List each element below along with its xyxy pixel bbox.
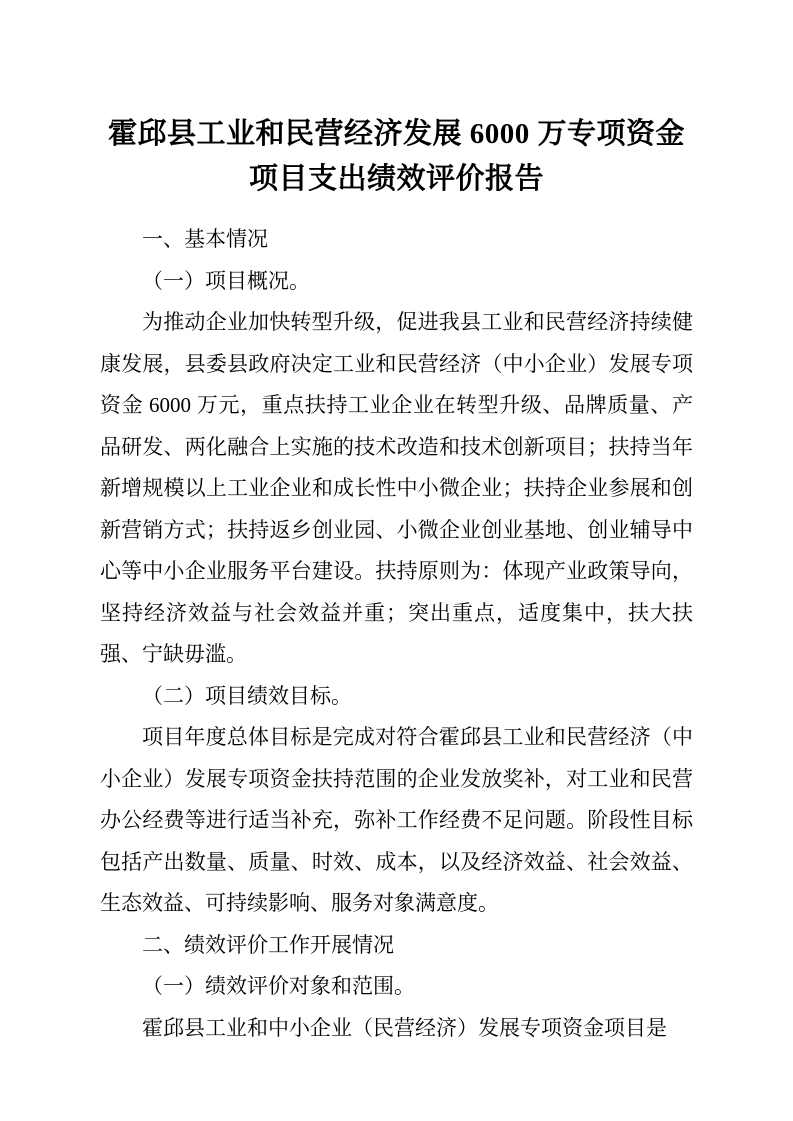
document-body (100, 219, 693, 1049)
document-title-line-1: 霍邱县工业和民营经济发展 6000 万专项资金 (107, 118, 685, 150)
subsection-heading-1-2: （二）项目绩效目标。 (142, 683, 352, 708)
subsection-heading-1-1: （一）项目概况。 (142, 268, 310, 293)
document-title-line-2: 项目支出绩效评价报告 (248, 163, 544, 195)
section-heading-2: 二、绩效评价工作开展情况 (142, 932, 394, 957)
paragraph-performance-goals: 项目年度总体目标是完成对符合霍邱县工业和民营经济（中小企业）发展专项资金扶持范围的企业发放奖补，对工业和民营办公经费等进行适当补充，弥补工作经费不足问题。阶段性目标包括产出数量、质量、时效、成本，以及经济效益、社会效益、生态效益、可持续影响、服务对象满意度。 (100, 725, 693, 915)
document-title (100, 112, 693, 202)
subsection-heading-2-1: （一）绩效评价对象和范围。 (142, 974, 415, 998)
section-heading-1: 一、基本情况 (142, 227, 268, 251)
paragraph-evaluation-scope: 霍邱县工业和中小企业（民营经济）发展专项资金项目是 (142, 1015, 667, 1040)
paragraph-project-overview: 为推动企业加快转型升级，促进我县工业和民营经济持续健康发展，县委县政府决定工业和民营经济（中小企业）发展专项资金 6000 万元，重点扶持工业企业在转型升级、品牌质量、产品研发、两化融合上实施的技术改造和技术创新项目；扶持当年新增规模以上工业企业和成长性中小微企业；扶持企业参展和创新营销方式；扶持返乡创业园、小微企业创业基地、创业辅导中心等中小企业服务平台建设。扶持原则为：体现产业政策导向，坚持经济效益与社会效益并重；突出重点，适度集中，扶大扶强、宁缺毋滥。 (100, 310, 693, 666)
